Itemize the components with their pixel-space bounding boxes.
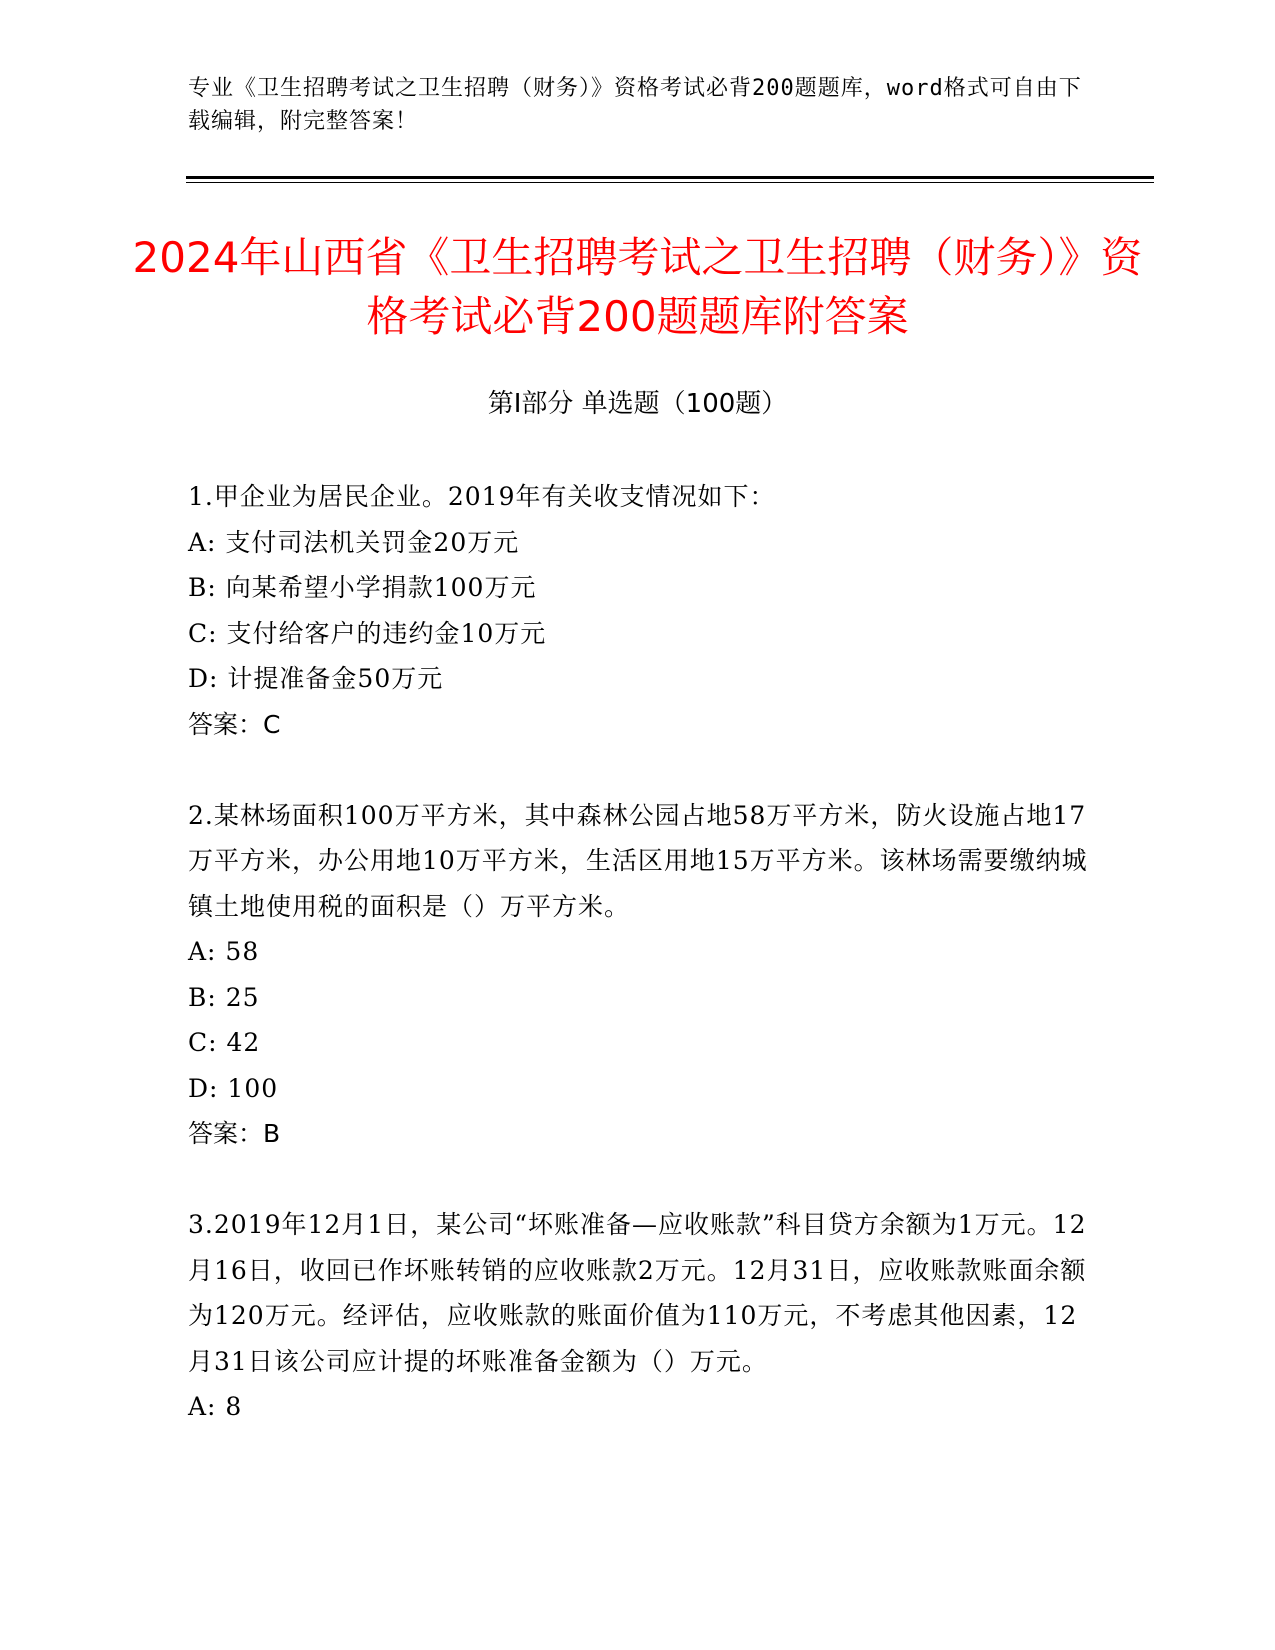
question-text: 1.甲企业为居民企业。2019年有关收支情况如下：: [188, 482, 776, 511]
option-c: C: 支付给客户的违约金10万元: [188, 618, 547, 648]
option-b: B: 25: [188, 982, 260, 1012]
question-3: [188, 1202, 1088, 1430]
option-c: C: 42: [188, 1028, 261, 1057]
option-d: D: 100: [188, 1073, 279, 1103]
header-divider-thin: [186, 182, 1154, 183]
document-title: 2024年山西省《卫生招聘考试之卫生招聘（财务）》资格考试必背200题题库附答案: [132, 233, 1143, 341]
option-a: A: 58: [188, 937, 260, 966]
question-spacer: [188, 747, 1088, 793]
header-divider-thick: [186, 176, 1154, 179]
question-spacer: [188, 1157, 1088, 1203]
section-title: 第Ⅰ部分 单选题（100题）: [487, 389, 788, 419]
question-1: [188, 474, 1088, 747]
question-2: [188, 793, 1088, 1157]
option-d: D: 计提准备金50万元: [188, 664, 444, 693]
question-list: [188, 474, 1088, 1430]
question-text: 3.2019年12月1日，某公司“坏账准备—应收账款”科目贷方余额为1万元。12月16日，收回已作坏账转销的应收账款2万元。12月31日，应收账款账面余额为120万元。经评估，应收账款的账面价值为110万元，不考虑其他因素，12月31日该公司应计提的坏账准备金额为（）万元。: [188, 1210, 1087, 1376]
answer: 答案：C: [188, 709, 281, 739]
option-a: A: 支付司法机关罚金20万元: [188, 527, 520, 557]
option-b: B: 向某希望小学捐款100万元: [188, 573, 537, 602]
answer: 答案：B: [188, 1119, 281, 1148]
option-a: A: 8: [188, 1392, 243, 1421]
header-note: 专业《卫生招聘考试之卫生招聘（财务）》资格考试必背200题题库，word格式可自由下载编辑，附完整答案！: [188, 76, 1082, 134]
question-text: 2.某林场面积100万平方米，其中森林公园占地58万平方米，防火设施占地17万平方米，办公用地10万平方米，生活区用地15万平方米。该林场需要缴纳城镇土地使用税的面积是（）万平方米。: [188, 800, 1088, 921]
